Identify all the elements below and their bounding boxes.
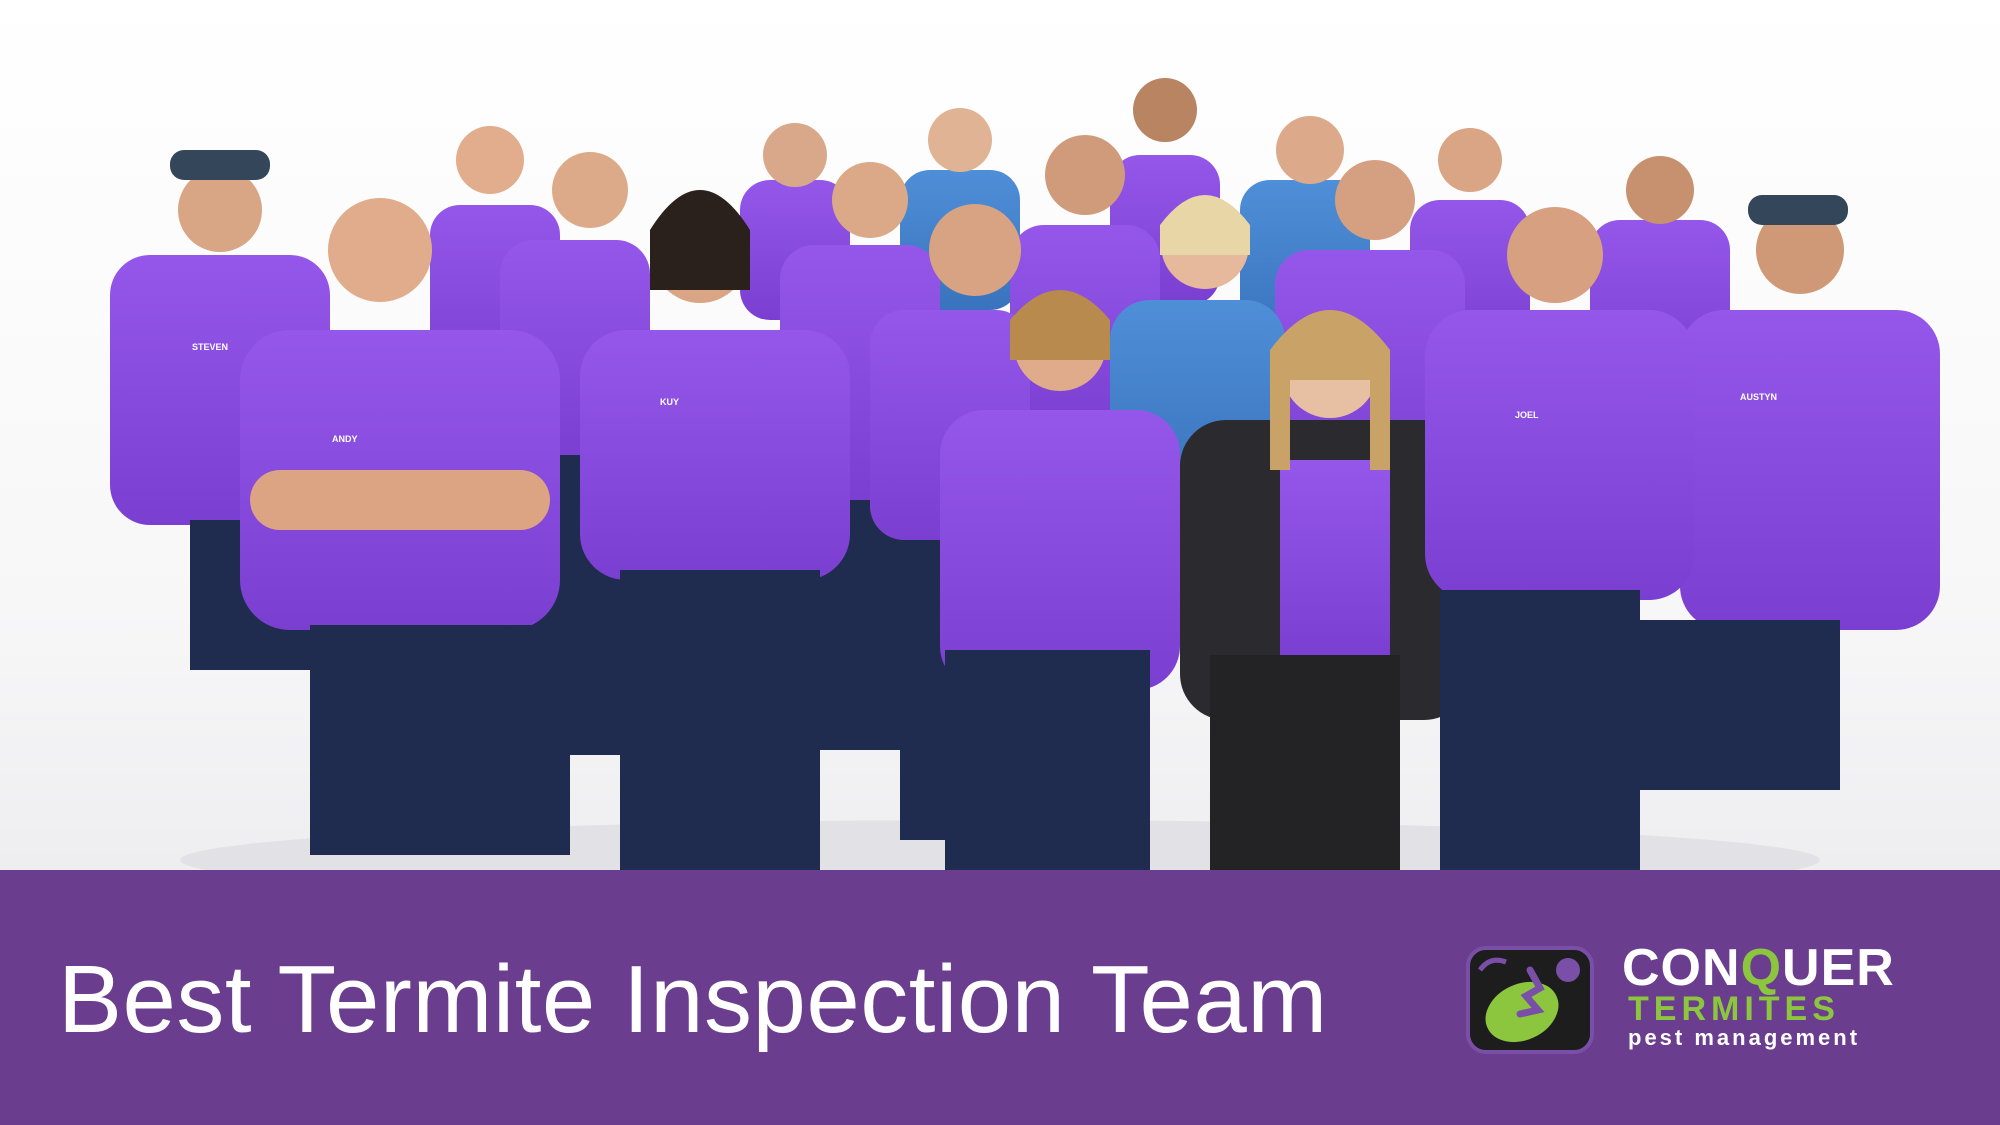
logo-word-termites: TERMITES <box>1628 990 1840 1028</box>
logo-word-pest-management: pest management <box>1628 1025 1861 1050</box>
termite-logo-icon <box>1460 940 1600 1060</box>
name-tag-joel: JOEL <box>1515 410 1539 420</box>
name-tag-andy: ANDY <box>332 434 358 444</box>
name-tag-austyn: AUSTYN <box>1740 392 1778 402</box>
logo-word-conquer: CONQUER <box>1622 939 1895 997</box>
name-tag-steven: STEVEN <box>192 342 229 352</box>
banner-headline: Best Termite Inspection Team <box>58 946 1328 1053</box>
name-tag-kuy: KUY <box>660 397 680 407</box>
company-logo <box>1622 940 1922 1060</box>
